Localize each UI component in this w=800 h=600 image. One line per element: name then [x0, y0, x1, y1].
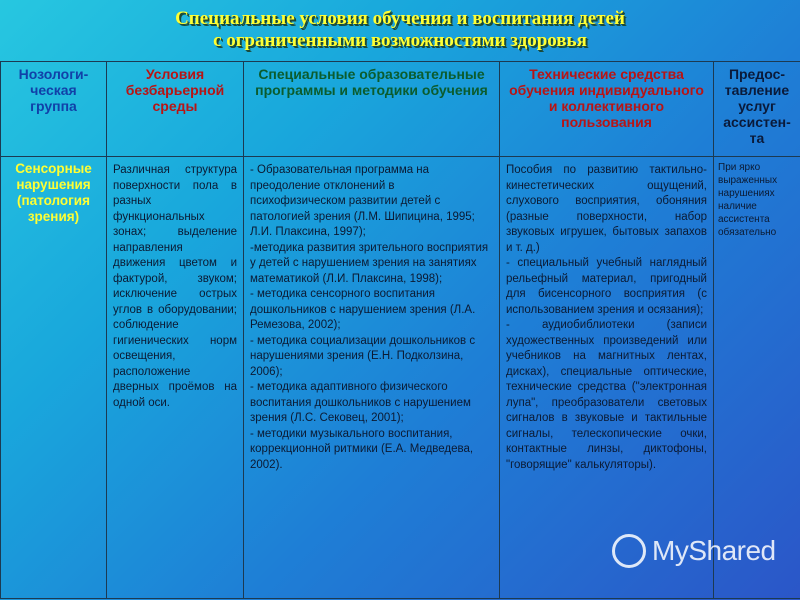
- title-line-1: Специальные условия обучения и воспитания детей: [175, 8, 625, 29]
- table-header-row: [1, 62, 800, 157]
- header-technical-means: Технические средства обучения индивидуального и коллективного пользования: [500, 62, 714, 157]
- watermark-logo: [612, 530, 792, 578]
- cell-technical: Пособия по развитию тактильно-кинестетических ощущений, слухового восприятия, обоняния (разные поверхности, набор звуковых игрушек, бытовых запахов и т. д.) - специальный учебный наглядный рельефный материал, пригодный для бисенсорного восприятия (с использованием зрения и осязания); - аудиобиблиотеки (записи художественных произведений или учебников на магнитных лентах, дисках), специальные оптические, технические средства ("электронная лупа", преобразователи световых сигналов в звуковые и тактильные сигналы, телескопические очки, контактные линзы, диктофоны, "говорящие" калькуляторы).: [500, 157, 714, 599]
- cell-assistant: При ярко выраженных нарушениях наличие ассистента обязательно: [714, 157, 800, 599]
- cell-group: Сенсорные нарушения (патология зрения): [1, 157, 107, 599]
- conditions-table: [0, 61, 800, 599]
- title-line-2: с ограниченными возможностями здоровья: [213, 30, 587, 51]
- header-special-programs: Специальные образовательные программы и методики обучения: [244, 62, 500, 157]
- header-nosological-group: Нозологи-ческая группа: [1, 62, 107, 157]
- watermark-text: MyShared: [652, 535, 776, 566]
- cell-programs: - Образовательная программа на преодоление отклонений в психофизическом развитии детей с патологией зрения (Л.М. Шипицина, 1995; Л.И. Плаксина, 1997); -методика развития зрительного восприятия у детей с нарушением зрения на занятиях математикой (Л.И. Плаксина, 1998); - методика сенсорного воспитания дошкольников с нарушением зрения (Л.А. Ремезова, 2002); - методика социализации дошкольников с нарушениями зрения (Е.Н. Подколзина, 2006); - методика адаптивного физического воспитания дошкольников с нарушением зрения (Л.С. Сековец, 2001); - методики музыкального воспитания, коррекционной ритмики (Е.А. Медведева, 2002).: [244, 157, 500, 599]
- cell-conditions: Различная структура поверхности пола в разных функциональных зонах; выделение направления движения цветом и фактурой, звуком; исключение острых углов в оборудовании; соблюдение гигиенических норм освещения, расположение дверных проёмов на одной оси.: [107, 157, 244, 599]
- header-barrier-free-conditions: Условия безбарьерной среды: [107, 62, 244, 157]
- logo-circle-icon: [612, 534, 646, 568]
- header-assistant-services: Предос-тавление услуг ассистен-та: [714, 62, 800, 157]
- page-title: [0, 0, 800, 62]
